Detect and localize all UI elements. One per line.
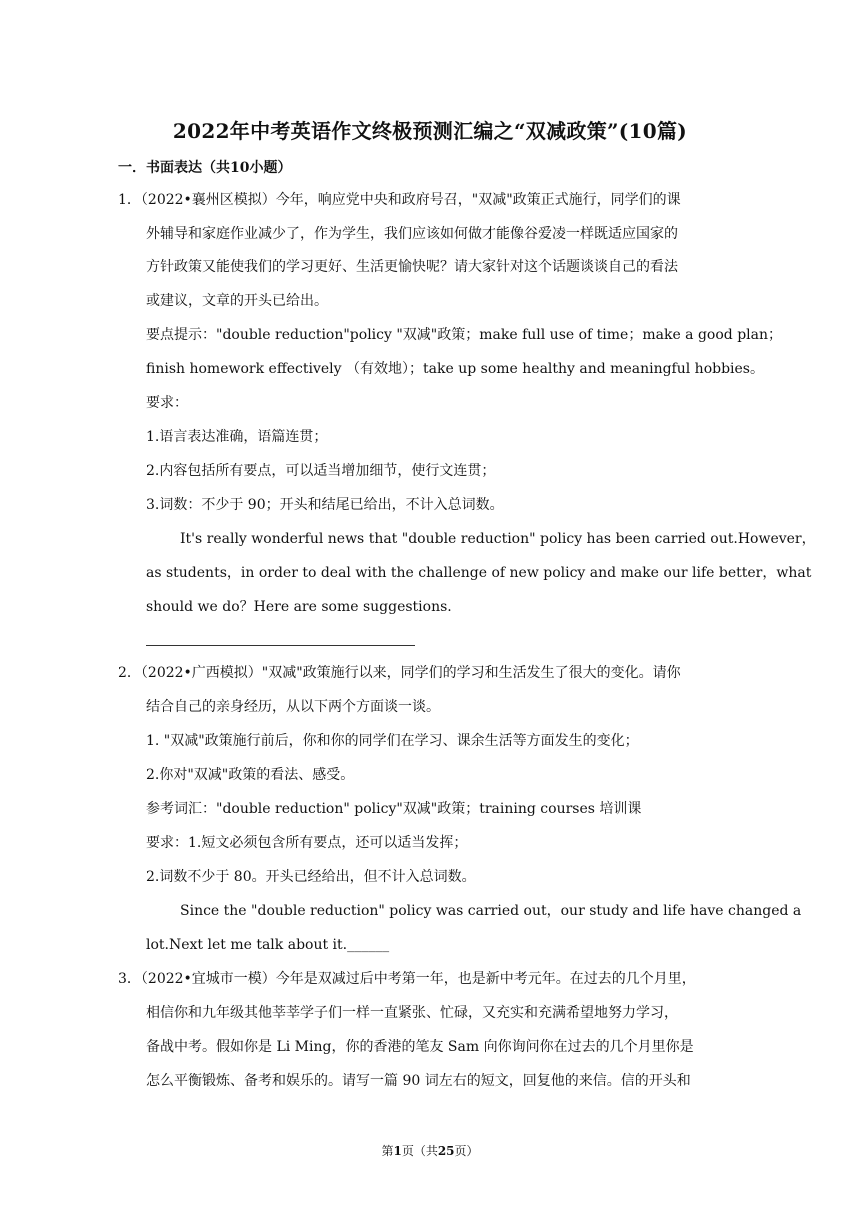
q1-line-4: 或建议，文章的开头已给出。 xyxy=(146,293,328,309)
q2-line-3: 1. "双减"政策施行前后，你和你的同学们在学习、课余生活等方面发生的变化； xyxy=(146,733,639,749)
q3-line-1: 3．（2022•宜城市一模）今年是双减过后中考第一年，也是新中考元年。在过去的几个月里， xyxy=(118,971,696,987)
q2-line-4: 2.你对"双减"政策的看法、感受。 xyxy=(146,767,355,783)
q1-line-9: 2.内容包括所有要点，可以适当增加细节，使行文连贯； xyxy=(146,463,496,479)
q1-line-2: 外辅导和家庭作业减少了，作为学生，我们应该如何做才能像谷爱凌一样既适应国家的 xyxy=(146,226,678,242)
q1-line-1: 1．（2022•襄州区模拟）今年，响应党中央和政府号召，"双减"政策正式施行，同学们的课 xyxy=(118,192,681,208)
q3-line-2: 相信你和九年级其他莘莘学子们一样一直紧张、忙碌，又充实和充满希望地努力学习， xyxy=(146,1005,678,1021)
answer-blank-line xyxy=(146,645,415,646)
q1-line-13: should we do？Here are some suggestions. xyxy=(146,599,452,615)
q3-line-4: 怎么平衡锻炼、备考和娱乐的。请写一篇 90 词左右的短文，回复他的来信。信的开头和 xyxy=(146,1073,691,1089)
footer-prefix: 第 xyxy=(381,1144,394,1158)
q2-line-5: 参考词汇："double reduction" policy"双减"政策；training courses 培训课 xyxy=(146,801,642,817)
q1-line-10: 3.词数：不少于 90；开头和结尾已给出，不计入总词数。 xyxy=(146,497,504,513)
q2-line-2: 结合自己的亲身经历，从以下两个方面谈一谈。 xyxy=(146,699,440,715)
q2-line-7: 2.词数不少于 80。开头已经给出，但不计入总词数。 xyxy=(146,869,476,885)
footer-total-pages: 25 xyxy=(437,1144,455,1158)
q1-line-7: 要求： xyxy=(146,395,188,411)
footer-page-number: 1 xyxy=(393,1144,402,1158)
q2-line-1: 2．（2022•广西模拟）"双减"政策施行以来，同学们的学习和生活发生了很大的变化。请你 xyxy=(118,665,681,681)
q1-line-12: as students，in order to deal with the challenge of new policy and make our life better，what xyxy=(146,565,812,581)
q1-line-8: 1.语言表达准确，语篇连贯； xyxy=(146,429,328,445)
q1-line-5: 要点提示："double reduction"policy "双减"政策；make full use of time；make a good plan； xyxy=(146,327,783,343)
footer-middle: 页（共 xyxy=(401,1144,438,1158)
section-heading: 一．书面表达（共10小题） xyxy=(118,160,292,176)
q1-line-6: finish homework effectively （有效地）；take up some healthy and meaningful hobbies。 xyxy=(146,361,764,377)
q2-line-8: Since the "double reduction" policy was carried out，our study and life have changed a xyxy=(180,903,802,919)
q2-line-6: 要求：1.短文必须包含所有要点，还可以适当发挥； xyxy=(146,835,468,851)
q1-line-11: It's really wonderful news that "double reduction" policy has been carried out.However， xyxy=(180,531,816,547)
page-title: 2022年中考英语作文终极预测汇编之“双减政策”(10篇) xyxy=(172,119,688,143)
q2-line-9: lot.Next let me talk about it.______ xyxy=(146,937,390,953)
page-footer xyxy=(0,1142,860,1159)
q3-line-3: 备战中考。假如你是 Li Ming，你的香港的笔友 Sam 向你询问你在过去的几个月里你是 xyxy=(146,1039,694,1055)
q1-line-3: 方针政策又能使我们的学习更好、生活更愉快呢？请大家针对这个话题谈谈自己的看法 xyxy=(146,259,678,275)
footer-suffix: 页） xyxy=(454,1144,479,1158)
